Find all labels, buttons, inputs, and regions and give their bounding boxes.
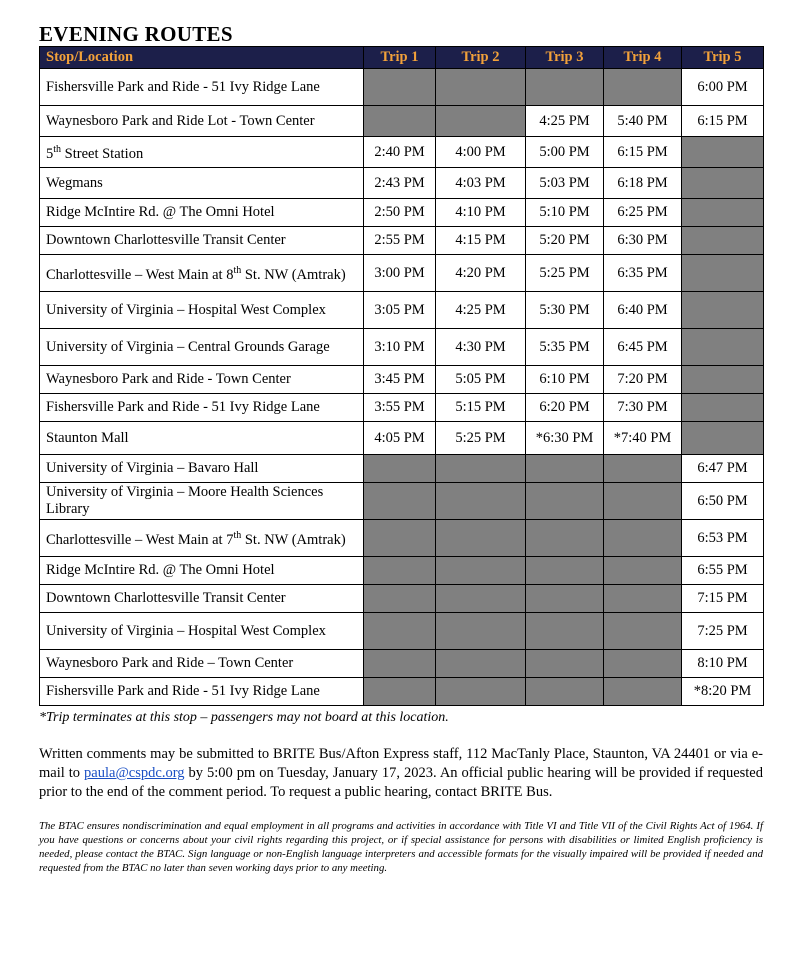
stop-location-cell	[40, 329, 364, 366]
no-service-cell	[604, 650, 682, 678]
stop-location-cell	[40, 366, 364, 394]
no-service-cell	[604, 520, 682, 557]
stop-location-cell	[40, 650, 364, 678]
stop-location-cell	[40, 585, 364, 613]
trip-4-time: 6:15 PM	[604, 137, 682, 168]
table-row	[40, 69, 764, 106]
trip-5-time: 6:00 PM	[682, 69, 764, 106]
no-service-cell	[526, 520, 604, 557]
trip-4-time: 7:20 PM	[604, 366, 682, 394]
no-service-cell	[526, 613, 604, 650]
stop-name: Downtown Charlottesville Transit Center	[46, 590, 286, 606]
trip-4-time: 6:35 PM	[604, 255, 682, 292]
table-row	[40, 366, 764, 394]
table-row	[40, 678, 764, 706]
no-service-cell	[526, 483, 604, 520]
stop-location-cell	[40, 137, 364, 168]
trip-2-time: 4:00 PM	[436, 137, 526, 168]
trip-5-time: 6:50 PM	[682, 483, 764, 520]
table-row	[40, 227, 764, 255]
no-service-cell	[682, 422, 764, 455]
stop-location-cell	[40, 422, 364, 455]
stop-name: Waynesboro Park and Ride - Town Center	[46, 371, 291, 387]
stop-name: Wegmans	[46, 174, 103, 191]
no-service-cell	[436, 106, 526, 137]
no-service-cell	[682, 292, 764, 329]
stop-location-cell	[40, 557, 364, 585]
no-service-cell	[682, 168, 764, 199]
table-row	[40, 520, 764, 557]
header-stop-location: Stop/Location	[40, 47, 364, 69]
header-trip-2: Trip 2	[436, 47, 526, 69]
stop-name: University of Virginia – Hospital West Complex	[46, 301, 326, 318]
stop-location-cell	[40, 394, 364, 422]
no-service-cell	[682, 329, 764, 366]
no-service-cell	[604, 455, 682, 483]
stop-name: University of Virginia – Hospital West Complex	[46, 622, 326, 639]
stop-name-superscript: th	[53, 144, 62, 156]
stop-name: 5	[46, 145, 54, 162]
table-row	[40, 455, 764, 483]
stop-name-superscript: th	[233, 265, 242, 277]
no-service-cell	[364, 557, 436, 585]
stop-name: University of Virginia – Central Grounds Garage	[46, 338, 330, 355]
trip-4-time: 6:30 PM	[604, 227, 682, 255]
no-service-cell	[364, 650, 436, 678]
table-row	[40, 422, 764, 455]
table-row	[40, 329, 764, 366]
stop-name-rest: St. NW (Amtrak)	[241, 531, 346, 548]
stop-location-cell	[40, 255, 364, 292]
trip-5-time: 6:47 PM	[682, 455, 764, 483]
no-service-cell	[364, 520, 436, 557]
trip-4-time: 6:40 PM	[604, 292, 682, 329]
trip-5-time: 6:55 PM	[682, 557, 764, 585]
trip-1-time: 2:43 PM	[364, 168, 436, 199]
trip-1-time: 4:05 PM	[364, 422, 436, 455]
stop-location-cell	[40, 199, 364, 227]
no-service-cell	[526, 585, 604, 613]
stop-name: Ridge McIntire Rd. @ The Omni Hotel	[46, 204, 275, 220]
no-service-cell	[682, 255, 764, 292]
trip-5-time: 7:25 PM	[682, 613, 764, 650]
trip-3-time: 4:25 PM	[526, 106, 604, 137]
table-row	[40, 394, 764, 422]
no-service-cell	[604, 678, 682, 706]
no-service-cell	[436, 557, 526, 585]
stop-name: Fishersville Park and Ride - 51 Ivy Ridge Lane	[46, 399, 320, 415]
header-trip-5: Trip 5	[682, 47, 764, 69]
trip-3-time: 5:25 PM	[526, 255, 604, 292]
table-row	[40, 483, 764, 520]
header-trip-3: Trip 3	[526, 47, 604, 69]
no-service-cell	[364, 106, 436, 137]
table-row	[40, 199, 764, 227]
table-row	[40, 650, 764, 678]
stop-location-cell	[40, 483, 364, 520]
trip-2-time: 4:30 PM	[436, 329, 526, 366]
no-service-cell	[364, 585, 436, 613]
trip-2-time: 4:03 PM	[436, 168, 526, 199]
no-service-cell	[604, 483, 682, 520]
trip-3-time: 5:30 PM	[526, 292, 604, 329]
trip-2-time: 4:10 PM	[436, 199, 526, 227]
no-service-cell	[436, 650, 526, 678]
trip-2-time: 4:20 PM	[436, 255, 526, 292]
trip-5-time: 8:10 PM	[682, 650, 764, 678]
table-row	[40, 613, 764, 650]
no-service-cell	[436, 483, 526, 520]
trip-1-time: 3:00 PM	[364, 255, 436, 292]
trip-1-time: 3:55 PM	[364, 394, 436, 422]
trip-1-time: 2:50 PM	[364, 199, 436, 227]
header-trip-4: Trip 4	[604, 47, 682, 69]
no-service-cell	[436, 455, 526, 483]
no-service-cell	[436, 585, 526, 613]
stop-name: Charlottesville – West Main at 8	[46, 266, 234, 283]
no-service-cell	[364, 69, 436, 106]
trip-3-time: *6:30 PM	[526, 422, 604, 455]
trip-4-time: 6:18 PM	[604, 168, 682, 199]
trip-1-time: 2:55 PM	[364, 227, 436, 255]
no-service-cell	[436, 678, 526, 706]
trip-3-time: 5:20 PM	[526, 227, 604, 255]
trip-3-time: 5:00 PM	[526, 137, 604, 168]
trip-2-time: 4:25 PM	[436, 292, 526, 329]
no-service-cell	[604, 613, 682, 650]
evening-routes-table	[39, 46, 764, 706]
table-row	[40, 557, 764, 585]
stop-name: Charlottesville – West Main at 7	[46, 531, 234, 548]
trip-4-time: 5:40 PM	[604, 106, 682, 137]
no-service-cell	[604, 69, 682, 106]
no-service-cell	[682, 366, 764, 394]
trip-2-time: 4:15 PM	[436, 227, 526, 255]
no-service-cell	[682, 227, 764, 255]
trip-5-time: 7:15 PM	[682, 585, 764, 613]
stop-location-cell	[40, 613, 364, 650]
stop-name: Ridge McIntire Rd. @ The Omni Hotel	[46, 562, 275, 578]
trip-1-time: 3:05 PM	[364, 292, 436, 329]
stop-name: Fishersville Park and Ride - 51 Ivy Ridge Lane	[46, 78, 320, 95]
no-service-cell	[526, 69, 604, 106]
no-service-cell	[682, 137, 764, 168]
trip-4-time: 6:45 PM	[604, 329, 682, 366]
no-service-cell	[436, 520, 526, 557]
no-service-cell	[364, 613, 436, 650]
no-service-cell	[604, 585, 682, 613]
comments-text: Written comments may be submitted to BRITE Bus/Afton Express staff, 112 MacTanly Place, Staunton, VA 24401 or via e-mail to	[39, 746, 763, 781]
trip-5-time: 6:15 PM	[682, 106, 764, 137]
table-row	[40, 255, 764, 292]
stop-location-cell	[40, 69, 364, 106]
table-header-row	[40, 47, 764, 69]
email-link[interactable]: paula@cspdc.org	[84, 765, 185, 781]
no-service-cell	[364, 483, 436, 520]
stop-name: Fishersville Park and Ride - 51 Ivy Ridge Lane	[46, 683, 320, 699]
stop-location-cell	[40, 106, 364, 137]
stop-name-superscript: th	[233, 530, 242, 542]
trip-2-time: 5:15 PM	[436, 394, 526, 422]
stop-name: Staunton Mall	[46, 429, 129, 446]
trip-5-time: 6:53 PM	[682, 520, 764, 557]
trip-3-time: 5:03 PM	[526, 168, 604, 199]
no-service-cell	[526, 455, 604, 483]
table-row	[40, 168, 764, 199]
page-title: EVENING ROUTES	[39, 22, 233, 46]
trip-2-time: 5:25 PM	[436, 422, 526, 455]
stop-location-cell	[40, 678, 364, 706]
stop-location-cell	[40, 227, 364, 255]
trip-3-time: 5:35 PM	[526, 329, 604, 366]
no-service-cell	[526, 557, 604, 585]
trip-4-time: 6:25 PM	[604, 199, 682, 227]
table-row	[40, 585, 764, 613]
no-service-cell	[436, 613, 526, 650]
stop-name: Waynesboro Park and Ride Lot - Town Center	[46, 112, 315, 129]
table-row	[40, 106, 764, 137]
stop-location-cell	[40, 455, 364, 483]
stop-location-cell	[40, 520, 364, 557]
trip-3-time: 6:10 PM	[526, 366, 604, 394]
no-service-cell	[364, 678, 436, 706]
no-service-cell	[682, 394, 764, 422]
table-row	[40, 292, 764, 329]
trip-1-time: 2:40 PM	[364, 137, 436, 168]
stop-name: University of Virginia – Moore Health Sciences Library	[46, 484, 324, 517]
comments-paragraph	[39, 745, 763, 802]
stop-name: Downtown Charlottesville Transit Center	[46, 232, 286, 248]
stop-location-cell	[40, 168, 364, 199]
stop-name-rest: St. NW (Amtrak)	[241, 266, 346, 283]
trip-4-time: 7:30 PM	[604, 394, 682, 422]
stop-name: Waynesboro Park and Ride – Town Center	[46, 655, 294, 671]
footnote: *Trip terminates at this stop – passengers may not board at this location.	[39, 710, 449, 725]
trip-5-time: *8:20 PM	[682, 678, 764, 706]
stop-location-cell	[40, 292, 364, 329]
stop-name-rest: Street Station	[61, 145, 144, 162]
document-page	[39, 22, 763, 886]
trip-2-time: 5:05 PM	[436, 366, 526, 394]
no-service-cell	[436, 69, 526, 106]
header-trip-1: Trip 1	[364, 47, 436, 69]
no-service-cell	[364, 455, 436, 483]
trip-1-time: 3:10 PM	[364, 329, 436, 366]
no-service-cell	[682, 199, 764, 227]
no-service-cell	[526, 678, 604, 706]
nondiscrimination-notice: The BTAC ensures nondiscrimination and equal employment in all programs and activities in accordance with Title VI and Title VII of the Civil Rights Act of 1964. If you have questions or concerns about your civil rights regarding this project, or if special assistance for persons with disabilities or limited English proficiency is needed, please contact the BTAC. Sign language or non-English language interpreters and accessible formats for the visually impaired will be provided if needed and requested from the BTAC no later than seven working days prior to any meeting.	[39, 820, 763, 874]
no-service-cell	[604, 557, 682, 585]
no-service-cell	[526, 650, 604, 678]
comments-text-end: by 5:00 pm on Tuesday, January 17, 2023. An official public hearing will be provided if requested prior to the end of the comment period. To request a public hearing, contact BRITE Bus.	[39, 765, 763, 800]
trip-3-time: 6:20 PM	[526, 394, 604, 422]
trip-4-time: *7:40 PM	[604, 422, 682, 455]
trip-3-time: 5:10 PM	[526, 199, 604, 227]
trip-1-time: 3:45 PM	[364, 366, 436, 394]
table-row	[40, 137, 764, 168]
stop-name: University of Virginia – Bavaro Hall	[46, 460, 259, 476]
